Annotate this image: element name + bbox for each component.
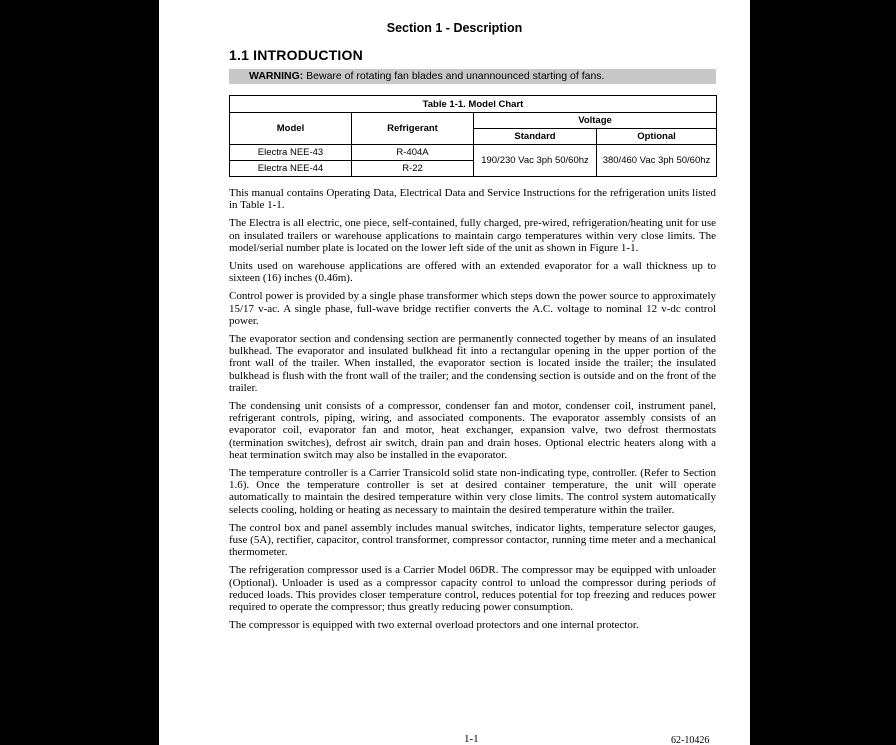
paragraph: The Electra is all electric, one piece, self-contained, fully charged, pre-wired, refrigeration/heating unit for use on insulated trailers or warehouse applications to maintain cargo temperatures within very close limits. The model/serial number plate is located on the lower left side of the unit as shown in Figure 1-1. [229,217,716,254]
model-chart-table [229,95,717,177]
header-refrigerant: Refrigerant [352,113,474,145]
paragraph: Units used on warehouse applications are offered with an extended evaporator for a wall thickness up to sixteen (16) inches (0.46m). [229,260,716,285]
cell-optional-voltage: 380/460 Vac 3ph 50/60hz [597,145,717,177]
document-number: 62-10426 [671,735,710,745]
table-row [230,145,717,161]
cell-model: Electra NEE-44 [230,161,352,177]
warning-label: WARNING: [249,70,304,82]
warning-text: Beware of rotating fan blades and unannounced starting of fans. [303,70,605,82]
paragraph: This manual contains Operating Data, Electrical Data and Service Instructions for the refrigeration units listed in Table 1-1. [229,187,716,212]
paragraph: The refrigeration compressor used is a Carrier Model 06DR. The compressor may be equipped with unloader (Optional). Unloader is used as a compressor capacity control to unload the compressor during periods of reduced loads. This provides closer temperature control, reduces potential for top freezing and reduces power required to operate the compressor; thus greatly reducing power consumption. [229,564,716,614]
paragraph: The condensing unit consists of a compressor, condenser fan and motor, condenser coil, instrument panel, refrigerant controls, piping, wiring, and associated components. The evaporator assembly consists of an evaporator coil, evaporator fan and motor, heat exchanger, expansion valve, two defrost thermostats (termination switches), defrost air switch, drain pan and drain hoses. Optional electric heaters along with a heat termination switch may also be installed in the evaporator. [229,400,716,461]
page-number: 1-1 [464,733,479,745]
cell-model: Electra NEE-43 [230,145,352,161]
section-title: Section 1 - Description [386,21,523,35]
header-standard: Standard [474,129,597,145]
header-optional: Optional [597,129,717,145]
document-page [159,0,750,745]
paragraph: The evaporator section and condensing section are permanently connected together by means of an insulated bulkhead. The evaporator and insulated bulkhead fit into a rectangular opening in the upper portion of the front wall of the trailer. When installed, the evaporator section is located inside the trailer; the insulated bulkhead is flush with the front wall of the trailer; and the condensing section is outside and on the front of the trailer. [229,333,716,394]
header-voltage: Voltage [474,113,717,129]
cell-refrigerant: R-22 [352,161,474,177]
intro-heading: 1.1 INTRODUCTION [229,47,363,63]
cell-refrigerant: R-404A [352,145,474,161]
table-caption: Table 1-1. Model Chart [230,96,717,113]
cell-standard-voltage: 190/230 Vac 3ph 50/60hz [474,145,597,177]
header-model: Model [230,113,352,145]
paragraph: The temperature controller is a Carrier Transicold solid state non-indicating type, controller. (Refer to Section 1.6). Once the temperature controller is set at desired container temperature, the unit will operate automatically to maintain the desired temperature within very close limits. The control system automatically selects cooling, holding or heating as necessary to maintain the desired temperature within the trailer. [229,467,716,516]
paragraph: The compressor is equipped with two external overload protectors and one internal protector. [229,619,639,632]
body-text [229,187,716,638]
warning-banner [229,69,716,84]
paragraph: The control box and panel assembly includes manual switches, indicator lights, temperature selector gauges, fuse (5A), rectifier, capacitor, control transformer, compressor contactor, running time meter and a mechanical thermometer. [229,521,716,559]
paragraph: Control power is provided by a single phase transformer which steps down the power source to approximately 15/17 v-ac. A single phase, full-wave bridge rectifier converts the A.C. voltage to nominal 12 v-dc control power. [229,290,716,327]
